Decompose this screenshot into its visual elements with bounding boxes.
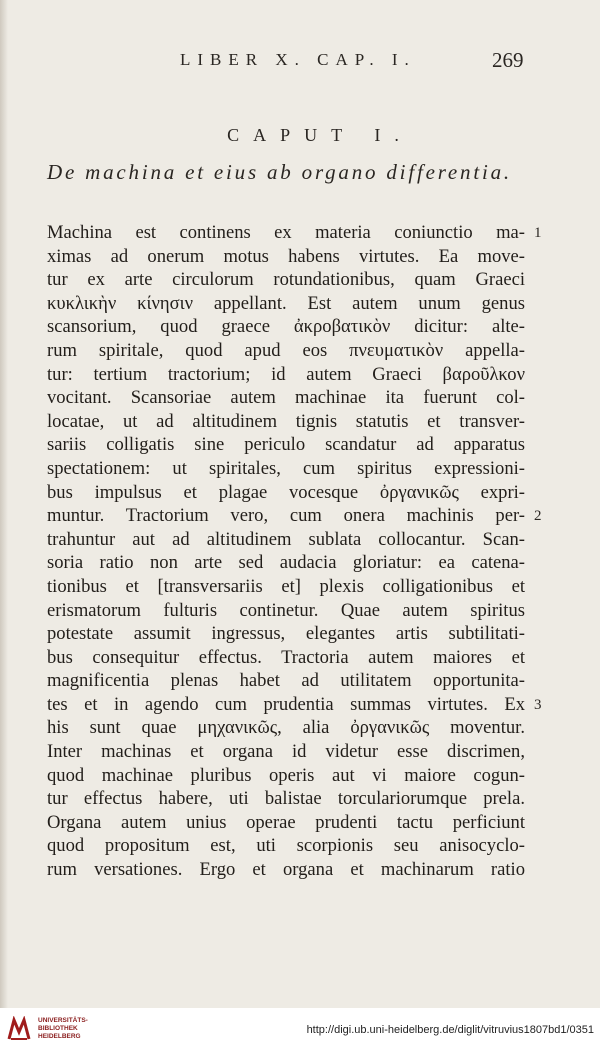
permalink-url[interactable]: http://digi.ub.uni-heidelberg.de/diglit/vitruvius1807bd1/0351 (306, 1024, 594, 1036)
text-line: rum versationes. Ergo et organa et machinarum ratio (47, 859, 525, 881)
page-number: 269 (492, 48, 524, 72)
chapter-subtitle: De machina et eius ab organo differentia. (47, 160, 512, 184)
body-text (47, 221, 525, 882)
text-line: bus consequitur effectus. Tractoria autem maiores et (47, 646, 525, 668)
text-line: sariis colligatis sine periculo scandatur ad apparatus (47, 434, 525, 456)
text-line: locatae, ut ad altitudinem tignis statutis et transver- (47, 410, 525, 432)
text-line: tionibus et [transversariis et] plexis colligationibus et (47, 575, 525, 597)
library-name-line: HEIDELBERG (38, 1033, 81, 1040)
text-line: tur: tertium tractorium; id autem Graeci βαροῦλκον (47, 363, 525, 385)
chapter-heading: CAPUT I. (227, 125, 413, 145)
footer-bar (0, 1008, 600, 1051)
library-name-line: BIBLIOTHEK (38, 1025, 78, 1032)
library-name-line: UNIVERSITÄTS- (38, 1017, 88, 1024)
text-line: κυκλικὴν κίνησιν appellant. Est autem unum genus (47, 292, 525, 314)
paragraph-number: 1 (534, 225, 542, 241)
text-line: muntur. Tractorium vero, cum onera machinis per- (47, 505, 525, 527)
text-line: his sunt quae μηχανικῶς, alia ὀργανικῶς moventur. (47, 717, 525, 739)
paragraph-number: 3 (534, 697, 542, 713)
text-line: quod machinae pluribus operis aut vi maiore cogun- (47, 764, 525, 786)
university-library-logo-icon (6, 1016, 32, 1042)
text-line: spectationem: ut spiritales, cum spiritus expressioni- (47, 457, 525, 479)
text-line: tes et in agendo cum prudentia summas virtutes. Ex (47, 693, 525, 715)
running-title: LIBER X. CAP. I. (180, 50, 416, 69)
text-line: potestate assumit ingressus, elegantes artis subtilitati- (47, 623, 525, 645)
text-line: Machina est continens ex materia coniunctio ma- (47, 222, 525, 243)
text-line: magnificentia plenas habet ad utilitatem opportunita- (47, 670, 525, 692)
text-line: rum spiritale, quod apud eos πνευματικὸν appella- (47, 339, 525, 361)
text-line: Organa autem unius operae prudenti tactu perficiunt (47, 811, 525, 833)
text-line: quod propositum est, uti scorpionis seu anisocyclo- (47, 835, 525, 857)
library-name (38, 1017, 88, 1041)
text-line: trahuntur aut ad altitudinem sublata collocantur. Scan- (47, 528, 525, 550)
text-line: bus impulsus et plagae vocesque ὀργανικῶς expri- (47, 481, 525, 503)
text-line: scansorium, quod graece ἀκροβατικὸν dicitur: alte- (47, 316, 525, 338)
text-line: vocitant. Scansoriae autem machinae ita fuerunt col- (47, 387, 525, 409)
text-line: Inter machinas et organa id videtur esse discrimen, (47, 741, 525, 763)
paragraph-number: 2 (534, 508, 542, 525)
text-line: soria ratio non arte sed audacia gloriatur: ea catena- (47, 552, 525, 574)
text-line: tur ex arte circulorum rotundationibus, quam Graeci (47, 269, 525, 291)
text-line: tur effectus habere, uti balistae torculariorumque prela. (47, 788, 525, 810)
text-line: ximas ad onerum motus habens virtutes. Ea move- (47, 245, 525, 267)
text-line: erismatorum fulturis continetur. Quae autem spiritus (47, 599, 525, 621)
